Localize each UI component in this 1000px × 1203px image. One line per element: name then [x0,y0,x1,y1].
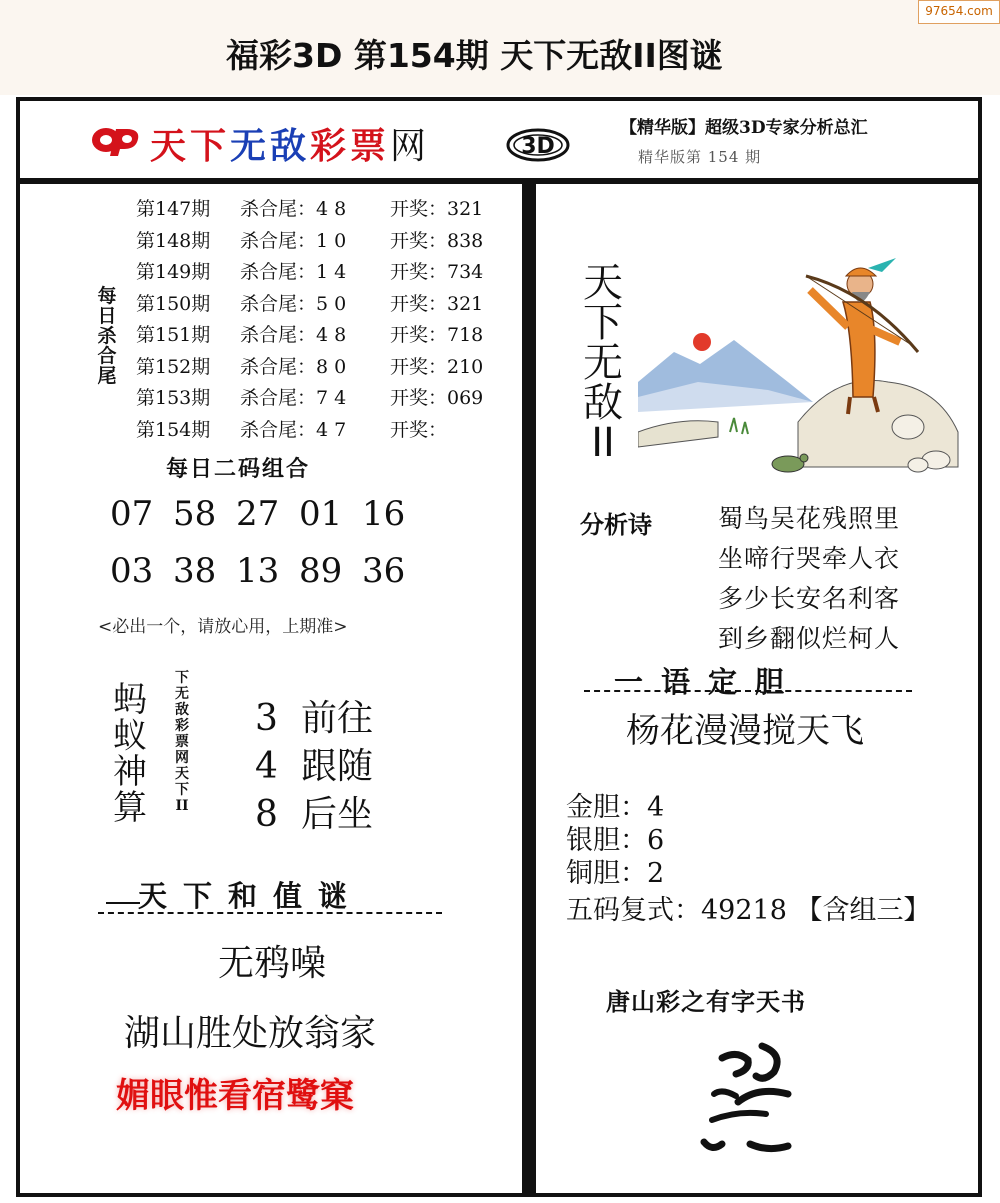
issue-line: 精华版第 154 期 [638,148,762,166]
ant-number: 4 [255,746,278,787]
pair-number: 38 [173,551,217,591]
page-title: 福彩3D 第154期 天下无敌II图谜 [226,36,723,75]
lottery-logo-icon [90,123,146,157]
site-name-part: 彩票 [310,125,391,167]
kill-issue: 第151期 [136,324,211,346]
ant-row [255,738,373,789]
sum-riddle-line-3: 媚眼惟看宿鹭窠 [116,1076,354,1116]
edition-line: 【精华版】超级3D专家分析总汇 [620,118,868,138]
gold-gall: 金胆：4 [566,792,665,823]
3d-badge-icon [506,128,570,162]
tangshan-label: 唐山彩之有字天书 [606,987,806,1016]
poem-line: 坐啼行哭牵人衣 [718,544,901,573]
column-divider [522,184,536,1197]
kill-draw: 开奖：838 [390,229,484,252]
ant-word: 跟随 [301,746,374,787]
daily-kill-row [136,383,483,410]
ant-word: 后坐 [301,794,374,835]
kill-issue: 第150期 [136,292,211,315]
kill-tail: 杀合尾：4 8 [240,198,347,220]
daily-kill-row [136,194,483,221]
daily-kill-row [136,352,483,379]
ant-vertical-site: 下无敌彩票网天下II [175,670,189,814]
kill-issue: 第154期 [136,418,211,441]
daily-kill-row [136,415,447,442]
pairs-note: <必出一个，请放心用，上期准> [98,617,348,637]
kill-issue: 第152期 [136,355,211,378]
kill-draw: 开奖：321 [390,292,484,315]
archer-illustration [638,232,968,492]
ant-word: 前往 [301,698,374,739]
poem-line: 到乡翻似烂柯人 [718,624,901,653]
kill-tail: 杀合尾：1 4 [240,261,347,283]
badge-text: 3D [521,134,555,159]
site-name-part: 天下 [150,125,231,167]
poem-label: 分析诗 [580,511,652,539]
site-name-part: 网 [390,126,431,167]
kill-issue: 第149期 [136,261,211,283]
site-name-part: 无敌 [230,125,311,167]
kill-issue: 第147期 [136,198,211,220]
pair-number: 58 [173,494,217,534]
kill-draw: 开奖：734 [390,261,484,283]
pair-number: 36 [362,551,406,591]
poem-line: 蜀鸟吴花残照里 [718,504,901,533]
kill-issue: 第153期 [136,387,211,409]
kill-draw: 开奖：069 [390,387,484,409]
kill-draw: 开奖：210 [390,355,484,378]
pair-number: 03 [110,551,154,591]
kill-draw: 开奖：321 [390,198,484,220]
ant-number: 8 [255,794,278,835]
kill-tail: 杀合尾：8 0 [240,355,347,378]
ant-number: 3 [255,698,278,739]
sum-riddle-title: 天下和值谜 [138,879,364,913]
banner-divider [20,178,982,184]
kill-tail: 杀合尾：5 0 [240,292,347,315]
handwritten-character-icon [692,1040,802,1160]
kill-issue: 第148期 [136,229,211,252]
pair-number: 01 [299,494,343,534]
daily-kill-row [136,257,483,284]
vertical-title: 天下无敌II [583,260,623,466]
pair-number: 16 [362,494,406,534]
silver-gall: 银胆：6 [566,825,665,856]
pair-number: 89 [299,551,343,591]
kill-tail: 杀合尾：4 7 [240,418,347,441]
site-name [150,118,430,169]
daily-kill-row [136,226,483,253]
kill-draw: 开奖：718 [390,324,484,346]
pair-number: 27 [236,494,280,534]
one-word-text: 杨花漫漫搅天飞 [626,711,864,751]
kill-tail: 杀合尾：4 8 [240,324,347,346]
poem-line: 多少长安名利客 [718,584,901,613]
ant-row [255,690,373,741]
watermark: 97654.com [918,0,1000,24]
sum-riddle-line-2: 湖山胜处放翁家 [124,1013,377,1054]
kill-draw: 开奖： [390,418,448,441]
pairs-row-2 [110,551,425,591]
daily-kill-label: 每日杀合尾 [97,285,117,387]
daily-kill-row [136,289,483,316]
sum-riddle-underline [98,912,442,914]
kill-tail: 杀合尾：7 4 [240,387,347,409]
bronze-gall: 铜胆：2 [566,858,665,889]
one-word-underline [584,690,912,692]
pairs-row-1 [110,494,425,534]
sum-riddle-line-1: 无鸦噪 [218,943,327,984]
ant-row [255,786,373,837]
sum-riddle-underline-start [106,902,140,904]
five-code-compound: 五码复式：49218 【含组三】 [566,895,931,926]
daily-kill-row [136,320,483,347]
kill-tail: 杀合尾：1 0 [240,229,347,252]
ant-calc-label: 蚂蚁神算 [113,680,147,828]
one-word-title: 一语定胆 [614,665,803,699]
pairs-title: 每日二码组合 [166,456,311,482]
pair-number: 07 [110,494,154,534]
pair-number: 13 [236,551,280,591]
